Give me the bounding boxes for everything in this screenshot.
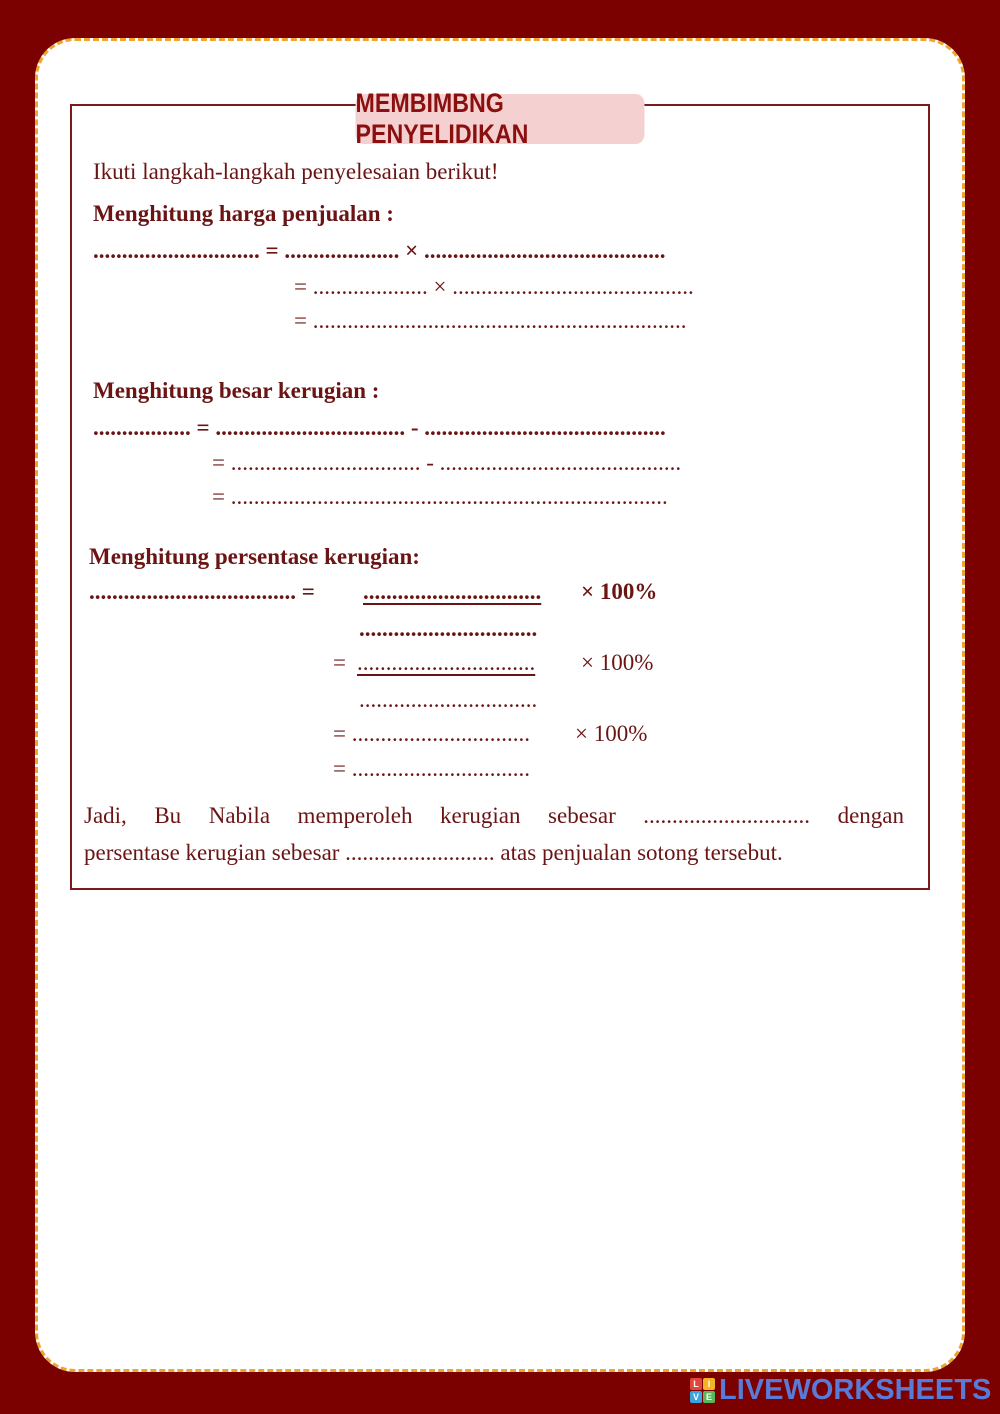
liveworksheets-logo-icon [690, 1378, 715, 1403]
percentage-line-2-multiplier: × 100% [581, 650, 654, 675]
loss-line-1[interactable]: ................. = ................................. - .......................................... [93, 415, 666, 440]
percentage-line-1-multiplier: × 100% [581, 579, 658, 604]
logo-letter-l: L [690, 1378, 702, 1390]
liveworksheets-brand-text: LIVEWORKSHEETS [719, 1374, 992, 1406]
intro-text: Ikuti langkah-langkah penyelesaian berikut! [93, 159, 499, 184]
conclusion-line-2[interactable]: persentase kerugian sebesar .......................... atas penjualan sotong tersebut. [84, 840, 783, 865]
percentage-line-1-numerator[interactable]: ............................... [363, 579, 542, 604]
selling-price-line-3[interactable]: = ................................................................. [294, 308, 687, 333]
selling-price-heading: Menghitung harga penjualan : [93, 201, 394, 226]
percentage-line-4[interactable]: = ............................... [333, 756, 530, 781]
conclusion-line-1[interactable]: Jadi, Bu Nabila memperoleh kerugian sebesar ............................. dengan [84, 803, 904, 828]
percentage-line-3-multiplier: × 100% [575, 721, 648, 746]
percentage-line-2-denominator[interactable]: ............................... [359, 687, 538, 712]
logo-letter-i: I [703, 1378, 715, 1390]
percentage-line-1-denominator[interactable]: ............................... [359, 616, 538, 641]
percentage-line-3[interactable]: = ............................... [333, 721, 530, 746]
liveworksheets-logo [690, 1374, 991, 1407]
section-title-badge: MEMBIMBNG PENYELIDIKAN [356, 94, 645, 144]
logo-letter-e: E [703, 1391, 715, 1403]
percentage-line-1-lhs[interactable]: .................................... = [89, 579, 315, 604]
selling-price-line-2[interactable]: = .................... × .......................................... [294, 274, 694, 299]
loss-line-2[interactable]: = ................................. - .......................................... [212, 450, 682, 475]
percentage-line-2-numerator[interactable]: ............................... [357, 650, 536, 675]
selling-price-line-1[interactable]: ............................. = .................... × .......................................... [93, 238, 666, 263]
loss-percentage-heading: Menghitung persentase kerugian: [89, 544, 420, 569]
percentage-line-2-equals: = [333, 650, 346, 675]
logo-letter-v: V [690, 1391, 702, 1403]
loss-line-3[interactable]: = ............................................................................ [212, 484, 668, 509]
loss-heading: Menghitung besar kerugian : [93, 378, 380, 403]
